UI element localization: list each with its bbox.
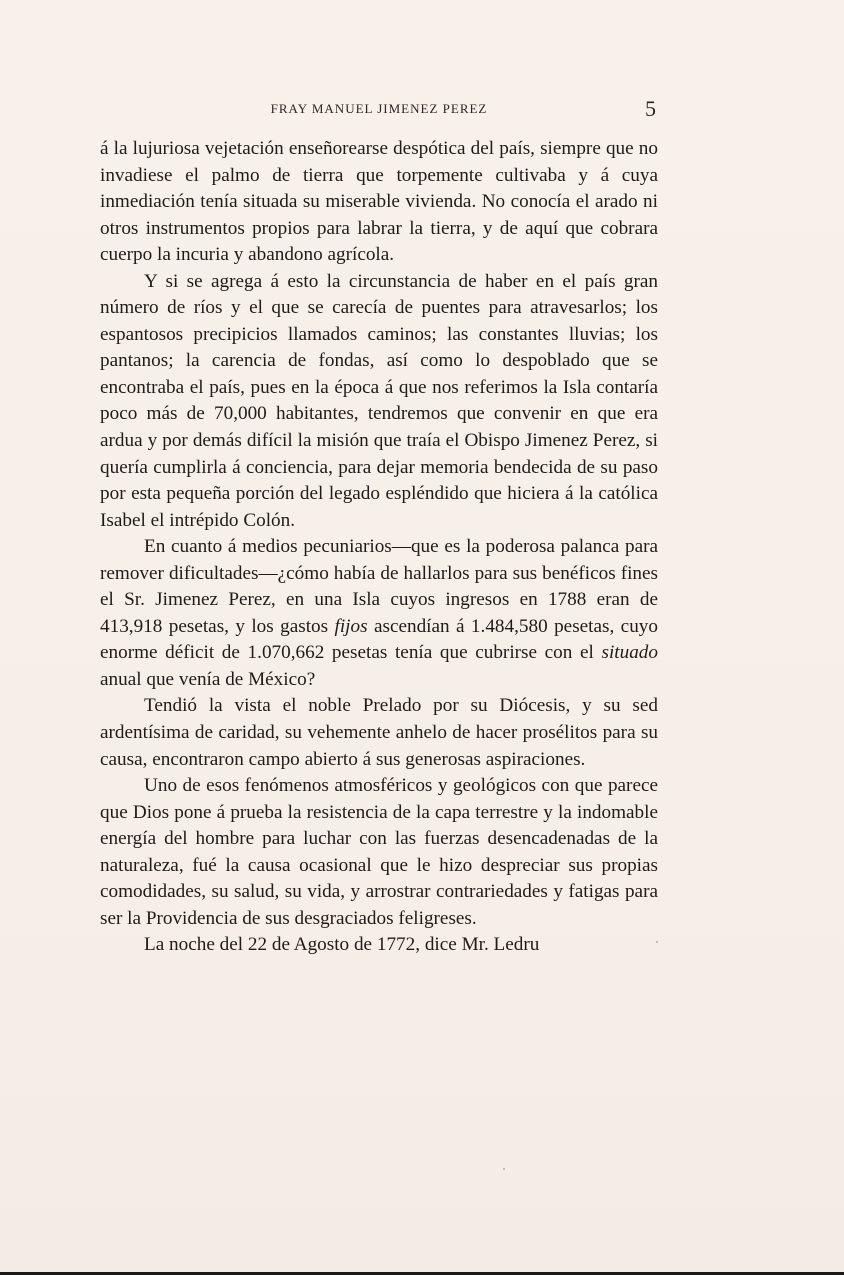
running-head-title: FRAY MANUEL JIMENEZ PEREZ <box>270 101 488 116</box>
text-segment: anual que venía de México? <box>100 668 316 690</box>
text-segment: ascendían á 1.484,580 pesetas, cuyo enorme déficit de 1.070,662 pesetas tenía que cubrirse con el <box>100 615 658 664</box>
paragraph <box>100 269 658 534</box>
text-segment: á la lujuriosa vejetación enseñorearse despótica del país, siempre que no invadiese el palmo de tierra que torpemente cultivaba y á cuya inmediación tenía situada su miserable vivienda. No conocía el arado ni otros instrumentos propios para labrar la tierra, y de aquí que cobrara cuerpo la incuria y abandono agrícola. <box>100 138 658 266</box>
italic-text: situado <box>601 642 658 664</box>
italic-text: fijos <box>334 615 368 637</box>
paragraph <box>100 136 658 269</box>
paragraph <box>100 932 658 959</box>
paragraph <box>100 534 658 693</box>
body-text <box>100 136 658 959</box>
paper-speck <box>656 941 658 943</box>
paragraph <box>100 773 658 932</box>
text-segment: La noche del 22 de Agosto de 1772, dice Mr. Ledru <box>144 934 540 956</box>
text-segment: Uno de esos fenómenos atmosféricos y geológicos con que parece que Dios pone á prueba la resistencia de la capa terrestre y la indomable energía del hombre para luchar con las fuerzas desencadenadas de la naturaleza, fué la causa ocasional que le hizo despreciar sus propias comodidades, su salud, su vida, y arrostrar contrariedades y fatigas para ser la Providencia de sus desgraciados feligreses. <box>100 775 658 929</box>
text-segment: Y si se agrega á esto la circunstancia de haber en el país gran número de ríos y el que se carecía de puentes para atravesarlos; los espantosos precipicios llamados caminos; las constantes lluvias; los pantanos; la carencia de fondas, así como lo despoblado que se encontraba el país, pues en la época á que nos referimos la Isla contaría poco más de 70,000 habitantes, tendremos que convenir en que era ardua y por demás difícil la misión que traía el Obispo Jimenez Perez, si quería cumplirla á conciencia, para dejar memoria bendecida de su paso por esta pequeña porción del legado espléndido que hiciera á la católica Isabel el intrépido Colón. <box>100 270 658 531</box>
text-segment: En cuanto á medios pecuniarios—que es la poderosa palanca para remover dificultades—¿cómo había de hallarlos para sus benéficos fines el Sr. Jimenez Perez, en una Isla cuyos ingresos en 1788 eran de 413,918 pesetas, y los gastos <box>100 536 658 637</box>
paragraph <box>100 693 658 773</box>
running-head <box>100 96 658 123</box>
text-segment: Tendió la vista el noble Prelado por su Diócesis, y su sed ardentísima de caridad, su vehemente anhelo de hacer prosélitos para su causa, encontraron campo abierto á sus generosas aspiraciones. <box>100 695 658 770</box>
page-number: 5 <box>645 96 656 121</box>
paper-speck <box>503 1168 505 1170</box>
